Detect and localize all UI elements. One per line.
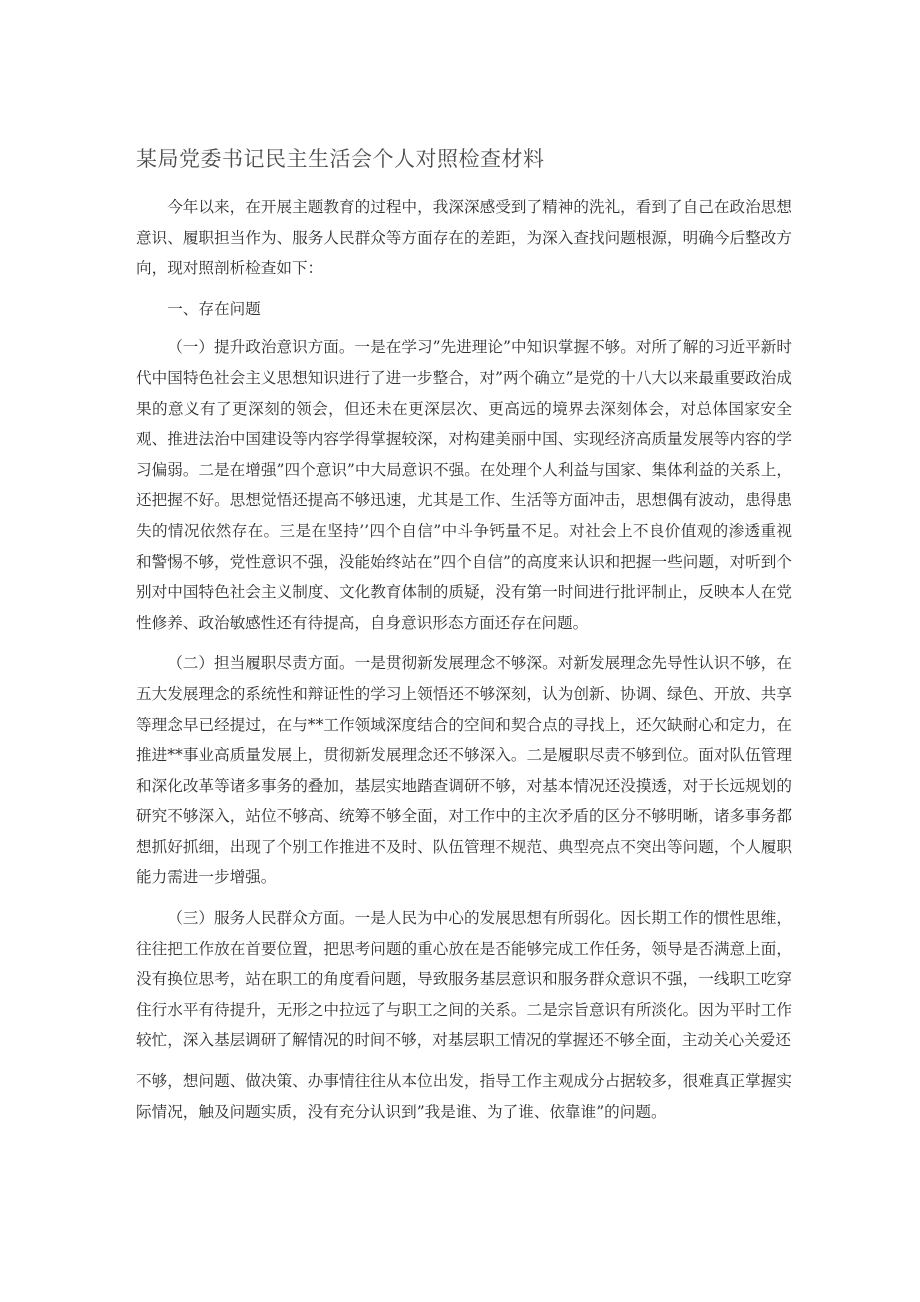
document-body xyxy=(136,192,792,1137)
item-paragraph-2 xyxy=(136,648,792,893)
item-body-2: 一是贯彻新发展理念不够深。对新发展理念先导性认识不够，在五大发展理念的系统性和辩证性的学习上领悟还不够深刻，认为创新、协调、绿色、开放、共享等理念早已经提过，在与**工作领域深度结合的空间和契合点的寻找上，还欠缺耐心和定力，在推进**事业高质量发展上，贯彻新发展理念还不够深入。二是履职尽责不够到位。面对队伍管理和深化改革等诸多事务的叠加，基层实地踏查调研不够，对基本情况还没摸透，对于长远规划的研究不够深入，站位不够高、统筹不够全面，对工作中的主次矛盾的区分不够明晰，诸多事务都想抓好抓细，出现了个别工作推进不及时、队伍管理不规范、典型亮点不突出等问题，个人履职能力需进一步增强。 xyxy=(136,654,792,887)
item-lead-2: （二）担当履职尽责方面。 xyxy=(167,654,355,673)
document-title: 某局党委书记民主生活会个人对照检查材料 xyxy=(136,147,545,171)
item-lead-3: （三）服务人民群众方面。 xyxy=(167,909,355,928)
item-paragraph-3 xyxy=(136,903,792,1056)
item-body-3: 一是人民为中心的发展思想有所弱化。因长期工作的惯性思维，往往把工作放在首要位置，把思考问题的重心放在是否能够完成工作任务，领导是否满意上面，没有换位思考，站在职工的角度看问题，导致服务基层意识和服务群众意识不强，一线职工吃穿住行水平有待提升，无形之中拉远了与职工之间的关系。二是宗旨意识有所淡化。因为平时工作较忙，深入基层调研了解情况的时间不够，对基层职工情况的掌握还不够全面，主动关心关爱还 xyxy=(136,909,792,1050)
intro-paragraph: 今年以来，在开展主题教育的过程中，我深深感受到了精神的洗礼，看到了自己在政治思想意识、履职担当作为、服务人民群众等方面存在的差距，为深入查找问题根源，明确今后整改方向，现对照剖析检查如下： xyxy=(136,198,792,278)
item-lead-1: （一）提升政治意识方面。 xyxy=(167,338,355,357)
continuation-paragraph: 不够，想问题、做决策、办事情往往从本位出发，指导工作主观成分占据较多，很难真正掌握实际情况，触及问题实质，没有充分认识到”我是谁、为了谁、依靠谁”的问题。 xyxy=(136,1072,792,1121)
item-body-1: 一是在学习”先进理论”中知识掌握不够。对所了解的习近平新时代中国特色社会主义思想知识进行了进一步整合，对”两个确立”是党的十八大以来最重要政治成果的意义有了更深刻的领会，但还未在更深层次、更高远的境界去深刻体会，对总体国家安全观、推进法治中国建设等内容学得掌握较深，对构建美丽中国、实现经济高质量发展等内容的学习偏弱。二是在增强”四个意识”中大局意识不强。在处理个人利益与国家、集体利益的关系上，还把握不好。思想觉悟还提高不够迅速，尤其是工作、生活等方面冲击，思想偶有波动，患得患失的情况依然存在。三是在坚持’’四个自信”中斗争钙量不足。对社会上不良价值观的渗透重视和警惕不够，党性意识不强，没能始终站在”四个自信”的高度来认识和把握一些问题，对听到个别对中国特色社会主义制度、文化教育体制的质疑，没有第一时间进行批评制止，反映本人在党性修养、政治敏感性还有待提高，自身意识形态方面还存在问题。 xyxy=(136,338,792,632)
item-paragraph-1 xyxy=(136,332,792,638)
section-heading: 一、存在问题 xyxy=(167,299,261,318)
